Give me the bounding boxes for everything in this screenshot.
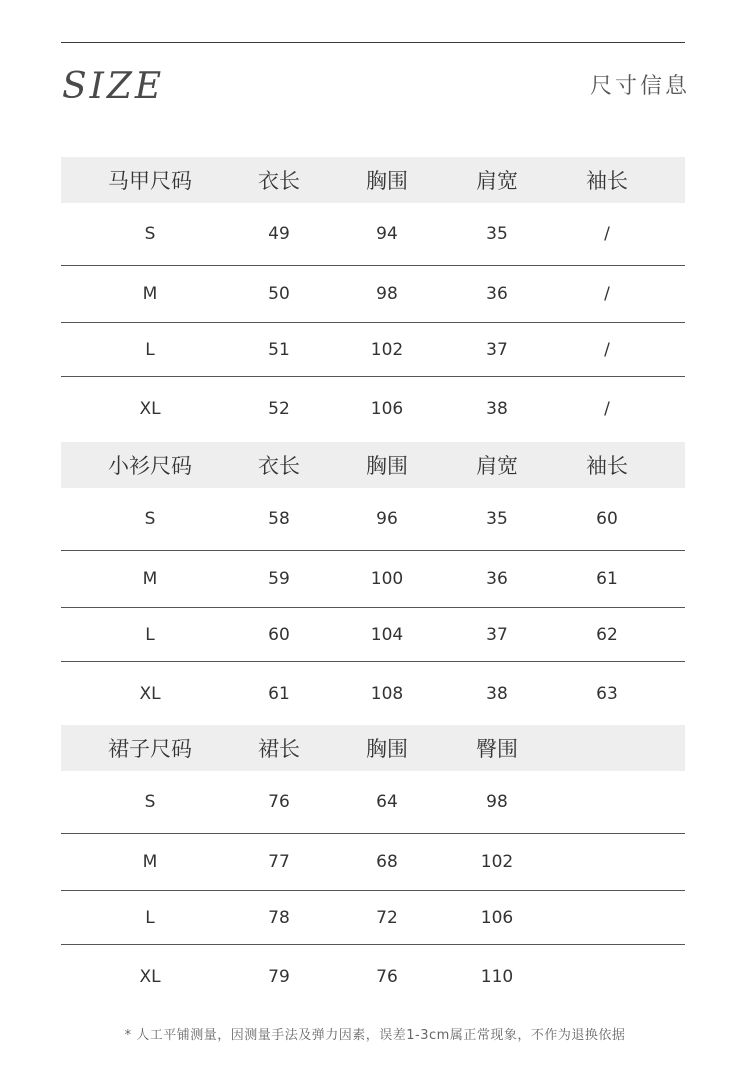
table-cell: 78: [268, 907, 290, 928]
table-cell: 50: [268, 284, 290, 304]
table-row: [61, 266, 685, 323]
vest-size-table: [61, 157, 685, 441]
table-cell: S: [144, 509, 156, 529]
table-cell: 100: [370, 569, 404, 589]
table-header-row: [61, 157, 685, 203]
table-row: [61, 488, 685, 551]
table-cell: 58: [268, 509, 290, 529]
table-row: [61, 551, 685, 608]
table-cell: 102: [370, 339, 404, 360]
table-cell: 38: [486, 684, 508, 704]
table-cell: 37: [486, 339, 508, 360]
table-cell: 64: [376, 792, 398, 812]
table-cell: L: [145, 339, 155, 360]
table-cell: 98: [376, 284, 398, 304]
table-cell: 72: [376, 907, 398, 928]
header-cell: 肩宽: [476, 169, 518, 193]
table-row: [61, 662, 685, 726]
table-cell: 60: [268, 624, 290, 645]
table-cell: 76: [268, 792, 290, 812]
table-cell: M: [142, 569, 158, 589]
table-row: [61, 608, 685, 662]
table-cell: 59: [268, 569, 290, 589]
table-cell: 63: [596, 684, 618, 704]
header-cell: 袖长: [586, 454, 628, 478]
table-cell: XL: [139, 684, 161, 704]
skirt-size-table: [61, 725, 685, 1009]
table-cell: 37: [486, 624, 508, 645]
table-cell: XL: [139, 967, 161, 987]
table-row: [61, 891, 685, 945]
table-cell: S: [144, 224, 156, 244]
blouse-size-table: [61, 442, 685, 726]
table-cell: 76: [376, 967, 398, 987]
header-cell: 胸围: [366, 737, 408, 761]
table-cell: 49: [268, 224, 290, 244]
table-cell: 106: [370, 399, 404, 419]
table-cell: M: [142, 852, 158, 872]
table-row: [61, 945, 685, 1009]
page-subtitle: 尺寸信息: [589, 74, 690, 99]
table-cell: 104: [370, 624, 404, 645]
table-cell: XL: [139, 399, 161, 419]
table-row: [61, 771, 685, 834]
header-cell: 臀围: [476, 737, 518, 761]
table-cell: 94: [376, 224, 398, 244]
table-cell: 79: [268, 967, 290, 987]
header-cell: 裙子尺码: [108, 737, 192, 761]
top-divider: [61, 42, 685, 43]
table-cell: 35: [486, 509, 508, 529]
header-cell: 衣长: [258, 169, 300, 193]
table-cell: M: [142, 284, 158, 304]
table-header-row: [61, 725, 685, 771]
table-cell: 36: [486, 569, 508, 589]
table-row: [61, 323, 685, 377]
table-row: [61, 377, 685, 441]
table-cell: 51: [268, 339, 290, 360]
table-cell: 38: [486, 399, 508, 419]
table-cell: S: [144, 792, 156, 812]
table-cell: /: [604, 399, 610, 419]
table-cell: L: [145, 907, 155, 928]
measurement-footnote: * 人工平铺测量，因测量手法及弹力因素，误差1-3cm属正常现象，不作为退换依据: [124, 1028, 626, 1043]
table-cell: 61: [596, 569, 618, 589]
table-cell: 62: [596, 624, 618, 645]
table-cell: /: [604, 339, 610, 360]
table-cell: 61: [268, 684, 290, 704]
table-cell: 35: [486, 224, 508, 244]
page-title: SIZE: [62, 66, 165, 107]
table-header-row: [61, 442, 685, 488]
table-cell: L: [145, 624, 155, 645]
table-cell: 98: [486, 792, 508, 812]
header-cell: 衣长: [258, 454, 300, 478]
header-cell: 小衫尺码: [108, 454, 192, 478]
table-cell: 110: [480, 967, 514, 987]
table-cell: 102: [480, 852, 514, 872]
table-cell: 60: [596, 509, 618, 529]
table-row: [61, 203, 685, 266]
header-cell: 肩宽: [476, 454, 518, 478]
header-cell: 袖长: [586, 169, 628, 193]
table-cell: 108: [370, 684, 404, 704]
table-cell: 36: [486, 284, 508, 304]
header-cell: 胸围: [366, 454, 408, 478]
table-cell: 68: [376, 852, 398, 872]
header-cell: 裙长: [258, 737, 300, 761]
table-cell: 77: [268, 852, 290, 872]
table-cell: /: [604, 224, 610, 244]
table-row: [61, 834, 685, 891]
table-cell: /: [604, 284, 610, 304]
header-cell: 马甲尺码: [108, 169, 192, 193]
table-cell: 106: [480, 907, 514, 928]
table-cell: 96: [376, 509, 398, 529]
table-cell: 52: [268, 399, 290, 419]
header-cell: 胸围: [366, 169, 408, 193]
